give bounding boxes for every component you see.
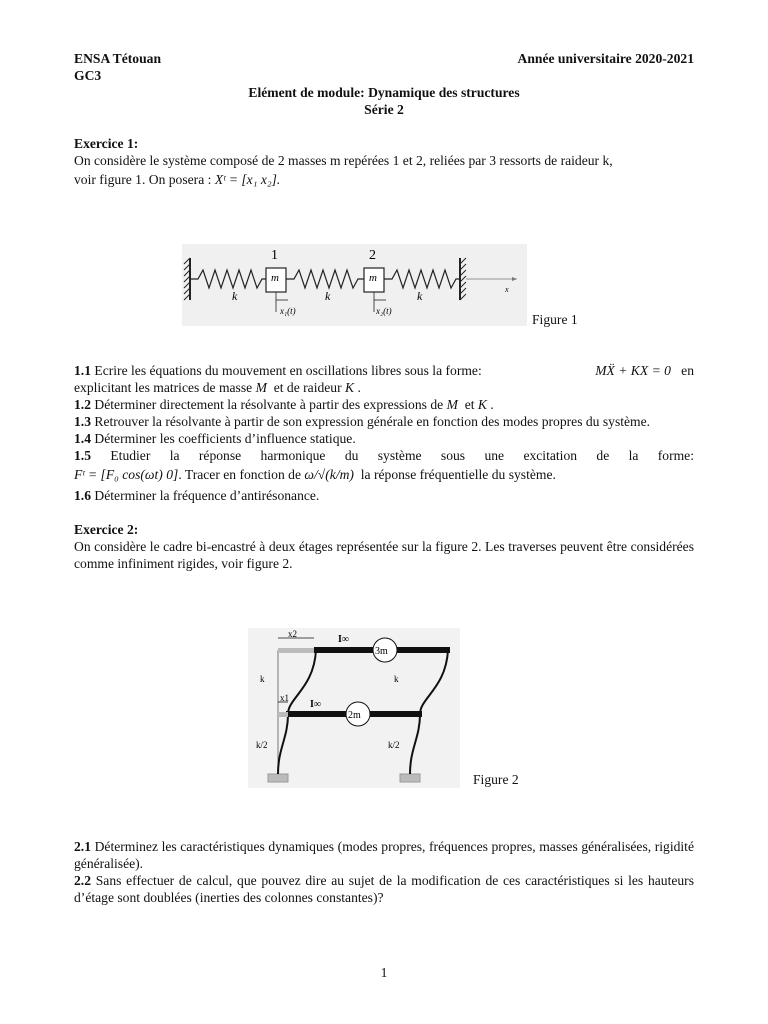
- question-2-1: 2.1 Déterminez les caractéristiques dynamiques (modes propres, fréquences propres, masses généralisées, rigidité généralisée).: [74, 839, 694, 871]
- mass-bottom-label: 2m: [348, 710, 361, 721]
- document-page: [74, 50, 694, 188]
- upper-left-stiffness: k: [260, 674, 265, 684]
- exercise-2-title: Exercice 2:: [74, 522, 139, 537]
- figure-1-caption: Figure 1: [532, 312, 578, 327]
- question-1-1-cont: explicitant les matrices de masse M et de raideur K .: [74, 380, 361, 395]
- question-1-5-cont: Fᵗ = [F₀ cos(ωt) 0]. Tracer en fonction de ω/√(k/m) la réponse fréquentielle du système.: [74, 467, 556, 482]
- upper-beam-inertia: I∞: [338, 634, 350, 645]
- lower-beam-inertia: I∞: [310, 699, 322, 710]
- mass-1-number: 1: [271, 248, 278, 263]
- x1-label: x1: [280, 693, 289, 703]
- question-2-2: 2.2 Sans effectuer de calcul, que pouvez dire au sujet de la modification de ces caractéristiques si les hauteurs d’étage sont doublées (inerties des colonnes constantes)?: [74, 873, 694, 905]
- page-number: 1: [380, 965, 388, 980]
- spring-middle-label: k: [325, 289, 331, 303]
- figure-1-spring-mass: [182, 244, 527, 326]
- class-name: GC3: [74, 68, 102, 83]
- question-1-4: 1.4 Déterminer les coefficients d’influence statique.: [74, 431, 356, 446]
- exercise-2-intro: On considère le cadre bi-encastré à deux étages représentée sur la figure 2. Les traverses peuvent être considérées comme infiniment rigides, voir figure 2.: [74, 539, 694, 571]
- mass-top-label: 3m: [375, 646, 388, 657]
- exercise-1-title: Exercice 1:: [74, 136, 139, 151]
- frequency-ratio: ω/√(k/m): [304, 467, 354, 482]
- question-1-3: 1.3 Retrouver la résolvante à partir de son expression générale en fonction des modes propres du système.: [74, 414, 651, 429]
- mass-2-label: m: [369, 272, 377, 284]
- question-1-5: 1.5 Etudier la réponse harmonique du système sous une excitation de la forme:: [74, 448, 694, 463]
- spring-right-label: k: [417, 289, 423, 303]
- figure-2-frame: [248, 628, 460, 788]
- mass-1-label: m: [271, 272, 279, 284]
- exercise-1-questions: [74, 362, 694, 572]
- vector-definition: Xᵗ = [x₁ x₂].: [214, 172, 281, 187]
- upper-right-stiffness: k: [394, 674, 399, 684]
- excitation-vector: Fᵗ = [F₀ cos(ωt) 0]: [74, 467, 179, 482]
- exercise-2-questions: [74, 838, 694, 906]
- x2-label: x₂(t): [376, 306, 392, 316]
- axis-label: x: [505, 285, 509, 294]
- question-1-1: 1.1 Ecrire les équations du mouvement en oscillations libres sous la forme: MẌ + KX = 0 en: [74, 363, 694, 378]
- serie-title: Série 2: [364, 102, 404, 117]
- module-title: Elément de module: Dynamique des structures: [248, 85, 520, 100]
- exercise-1-intro: On considère le système composé de 2 masses m repérées 1 et 2, reliées par 3 ressorts de raideur k,: [74, 153, 613, 168]
- equation-motion: MẌ + KX = 0: [595, 363, 671, 378]
- header-row: [74, 50, 694, 67]
- school-name: ENSA Tétouan: [74, 51, 162, 66]
- x2-label: x2: [288, 629, 297, 639]
- exercise-1-intro-2: voir figure 1. On posera : Xᵗ = [x₁ x₂].: [74, 172, 281, 187]
- figure-2-caption: Figure 2: [473, 772, 519, 787]
- question-1-6: 1.6 Déterminer la fréquence d’antirésonance.: [74, 488, 320, 503]
- lower-right-stiffness: k/2: [388, 740, 400, 750]
- x1-label: x₁(t): [280, 306, 296, 316]
- academic-year: Année universitaire 2020-2021: [517, 51, 694, 66]
- lower-left-stiffness: k/2: [256, 740, 268, 750]
- spring-left-label: k: [232, 289, 238, 303]
- mass-2-number: 2: [369, 248, 376, 263]
- question-1-2: 1.2 Déterminer directement la résolvante à partir des expressions de M et K .: [74, 397, 494, 412]
